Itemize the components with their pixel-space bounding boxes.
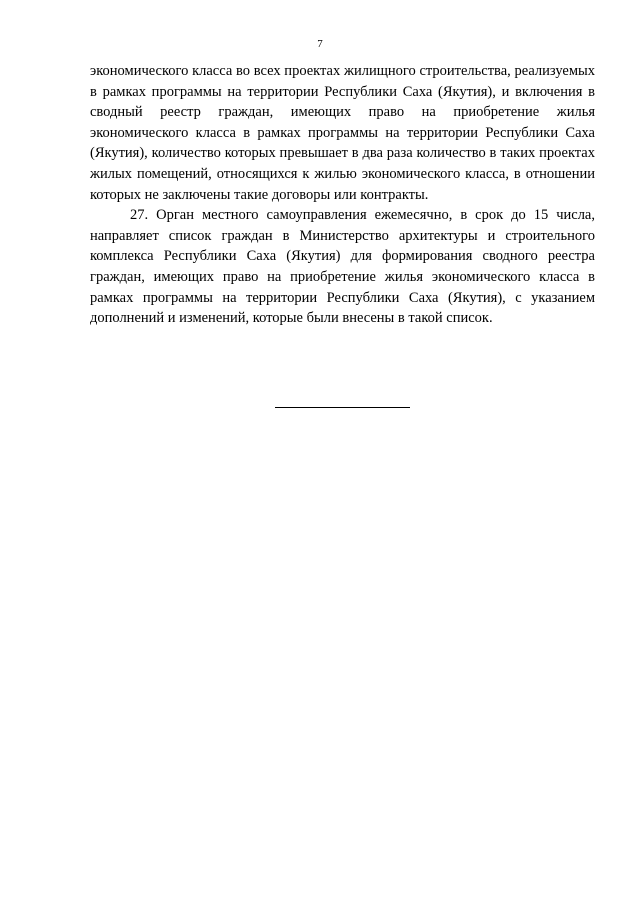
paragraph-item-27: 27. Орган местного самоуправления ежемесячно, в срок до 15 числа, направляет список граждан в Министерство архитектуры и строительного комплекса Республики Саха (Якутия) для формирования сводного реестра граждан, имеющих право на приобретение жилья экономического класса в рамках программы на территории Республики Саха (Якутия), с указанием дополнений и изменений, которые были внесены в такой список. <box>90 207 595 327</box>
document-body <box>90 61 595 329</box>
page-number: 7 <box>317 38 323 50</box>
end-of-document-rule <box>275 407 410 408</box>
paragraph-continuation: экономического класса во всех проектах жилищного строительства, реализуемых в рамках программы на территории Республики Саха (Якутия), и включения в сводный реестр граждан, имеющих право на приобретение жилья экономического класса в рамках программы на территории Республики Саха (Якутия), количество которых превышает в два раза количество в таких проектах жилых помещений, относящихся к жилью экономического класса, в отношении которых не заключены такие договоры или контракты. <box>90 63 595 203</box>
